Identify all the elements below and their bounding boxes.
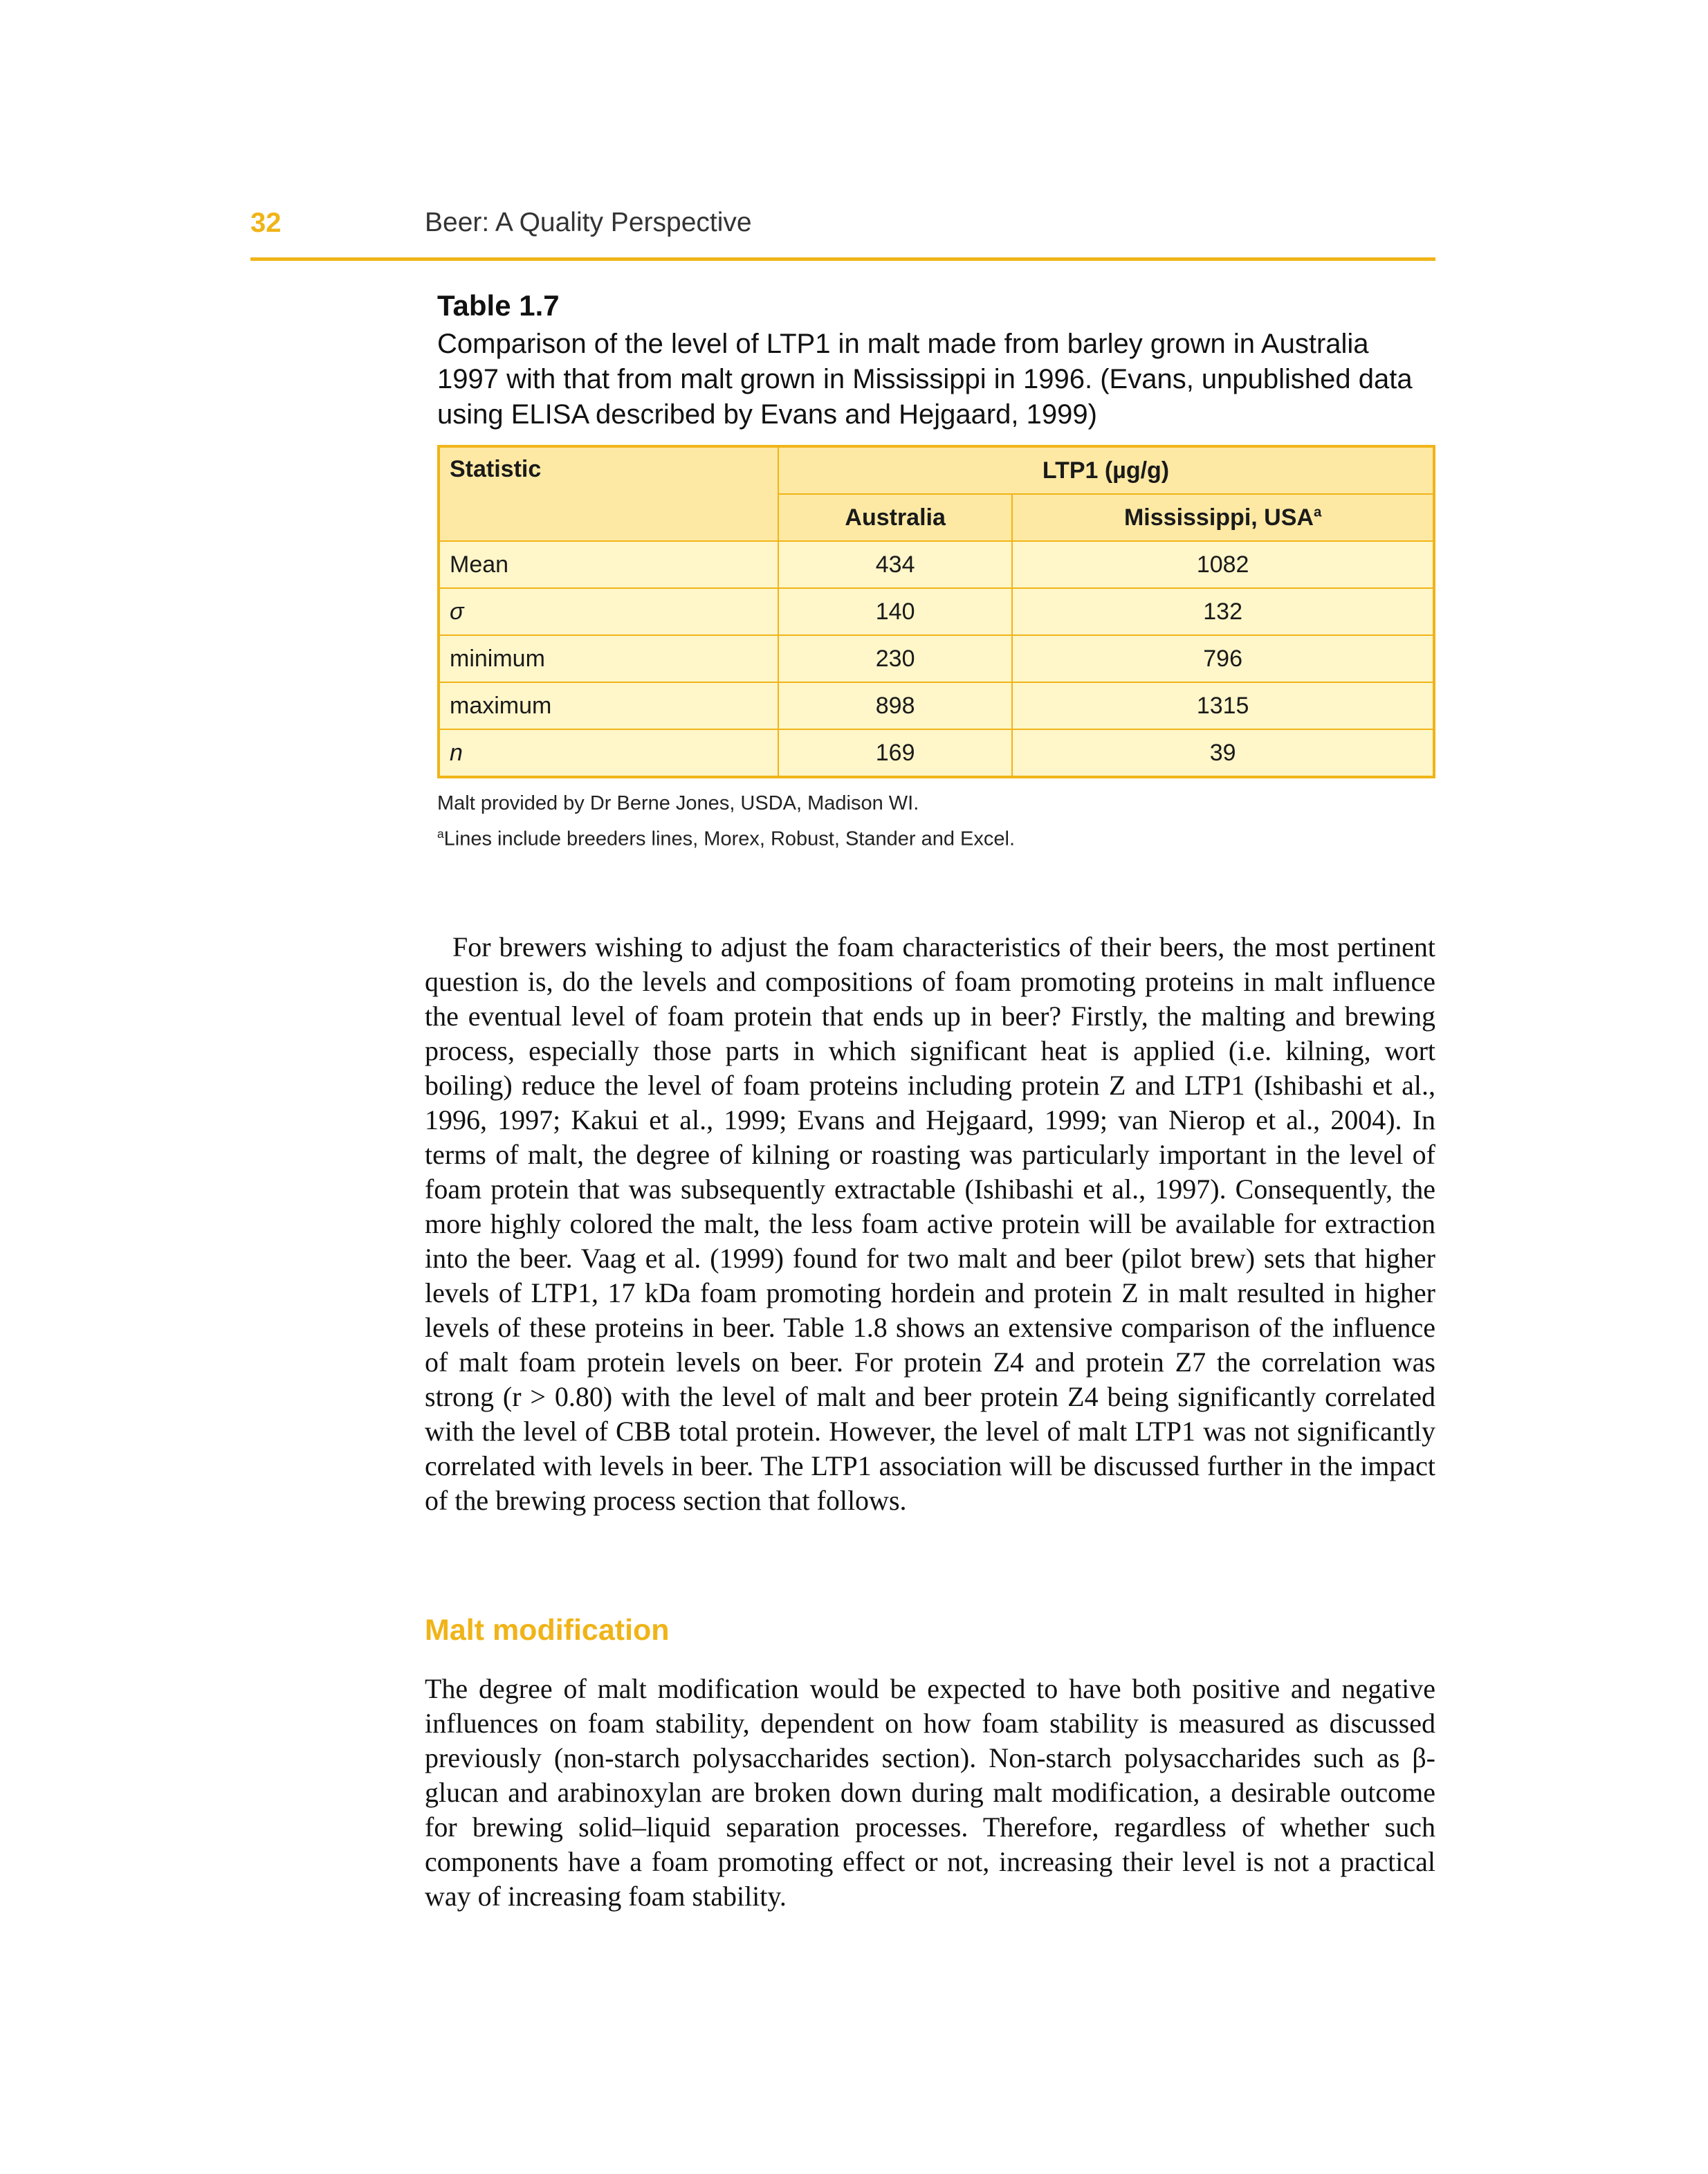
col-group-ltp1: LTP1 (µg/g) — [778, 446, 1434, 494]
body-paragraph: The degree of malt modification would be expected to have both positive and negative influences on foam stability, dependent on how foam stability is measured as discussed previously (non-starch polysaccharides section). Non-starch polysaccharides such as β-glucan and arabinoxylan are broken down during malt modification, a desirable outcome for brewing solid–liquid separation processes. Therefore, regardless of whether such components have a foam promoting effect or not, increasing their level is not a practical way of increasing foam stability. — [425, 1673, 1435, 1912]
mississippi-value: 1315 — [1012, 682, 1434, 729]
australia-value: 140 — [778, 588, 1012, 635]
footnote-marker: a — [437, 827, 444, 841]
table-row — [439, 682, 1434, 729]
australia-value: 169 — [778, 729, 1012, 777]
table-title: Table 1.7 — [437, 289, 560, 322]
table-row — [439, 541, 1434, 588]
footnote-lines — [437, 819, 1435, 855]
footnote-lines-text: Lines include breeders lines, Morex, Robust, Stander and Excel. — [443, 828, 1016, 850]
row-label: σ — [439, 588, 778, 635]
col-australia: Australia — [778, 494, 1012, 541]
col-statistic: Statistic — [439, 446, 778, 541]
row-label: n — [439, 729, 778, 777]
mississippi-value: 132 — [1012, 588, 1434, 635]
australia-value: 434 — [778, 541, 1012, 588]
footnote-marker: a — [1313, 504, 1322, 520]
table-row — [439, 588, 1434, 635]
table-block — [437, 289, 1435, 855]
table-header-row — [439, 446, 1434, 494]
table-row — [439, 635, 1434, 682]
col-mississippi — [1012, 494, 1434, 541]
header-rule — [250, 257, 1435, 261]
mississippi-value: 796 — [1012, 635, 1434, 682]
table-row — [439, 729, 1434, 777]
ltp1-table — [437, 445, 1435, 778]
row-label: Mean — [439, 541, 778, 588]
table-footnotes — [437, 788, 1435, 855]
australia-value: 898 — [778, 682, 1012, 729]
mississippi-value: 1082 — [1012, 541, 1434, 588]
col-mississippi-label: Mississippi, USA — [1123, 504, 1314, 531]
page-number: 32 — [250, 208, 282, 238]
row-label: maximum — [439, 682, 778, 729]
running-title: Beer: A Quality Perspective — [425, 208, 752, 237]
section-heading: Malt modification — [425, 1614, 670, 1647]
australia-value: 230 — [778, 635, 1012, 682]
row-label: minimum — [439, 635, 778, 682]
mississippi-value: 39 — [1012, 729, 1434, 777]
table-caption: Comparison of the level of LTP1 in malt made from barley grown in Australia 1997 with that from malt grown in Mississippi in 1996. (Evans, unpublished data using ELISA described by Evans and Hejgaard, 1999) — [437, 329, 1413, 430]
body-paragraph: For brewers wishing to adjust the foam characteristics of their beers, the most pertinent question is, do the levels and compositions of foam promoting proteins in malt influence the eventual level of foam protein that ends up in beer? Firstly, the malting and brewing process, especially those parts in which significant heat is applied (i.e. kilning, wort boiling) reduce the level of foam proteins including protein Z and LTP1 (Ishibashi et al., 1996, 1997; Kakui et al., 1999; Evans and Hejgaard, 1999; van Nierop et al., 2004). In terms of malt, the degree of kilning or roasting was particularly important in the level of foam protein that was subsequently extractable (Ishibashi et al., 1997). Consequently, the more highly colored the malt, the less foam active protein will be available for extraction into the beer. Vaag et al. (1999) found for two malt and beer (pilot brew) sets that higher levels of LTP1, 17 kDa foam promoting hordein and protein Z in malt resulted in higher levels of these proteins in beer. Table 1.8 shows an extensive comparison of the influence of malt foam protein levels on beer. For protein Z4 and protein Z7 the correlation was strong (r > 0.80) with the level of malt and beer protein Z4 being significantly correlated with the level of CBB total protein. However, the level of malt LTP1 was not significantly correlated with levels in beer. The LTP1 association will be discussed further in the impact of the brewing process section that follows. — [425, 931, 1435, 1516]
footnote-source: Malt provided by Dr Berne Jones, USDA, Madison WI. — [437, 792, 919, 814]
